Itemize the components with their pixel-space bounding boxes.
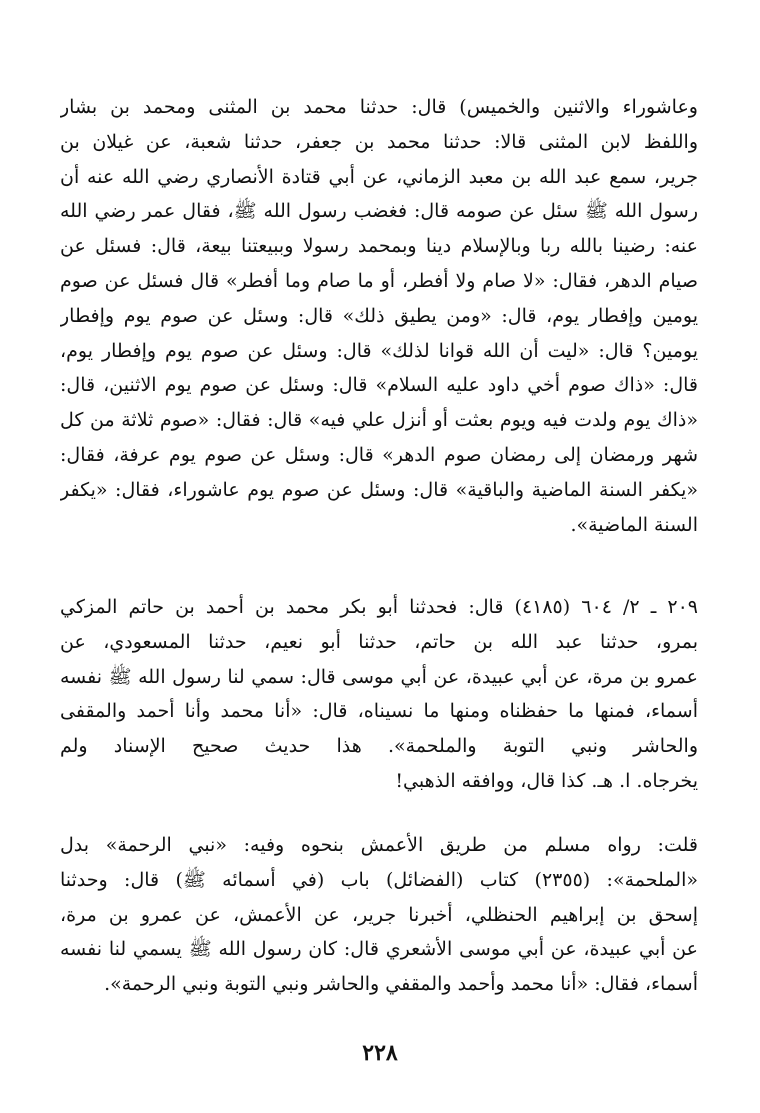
text-line: شهر ورمضان إلى رمضان صوم الدهر» قال: وسئل عن صوم يوم عرفة، فقال: bbox=[60, 443, 698, 466]
text-line: يومين وإفطار يوم، قال: «ومن يطيق ذلك» قال: وسئل عن صوم يوم وإفطار bbox=[60, 304, 698, 327]
text-line: «الملحمة»: (٢٣٥٥) كتاب (الفضائل) باب (في أسمائه ﷺ) قال: وحدثنا bbox=[60, 868, 698, 891]
text-line: السنة الماضية». bbox=[570, 513, 698, 536]
text-line: «ذاك يوم ولدت فيه ويوم بعثت أو أنزل علي فيه» قال: فقال: «صوم ثلاثة من كل bbox=[60, 409, 698, 432]
text-line: أسماء، فقال: «أنا محمد وأحمد والمقفي والحاشر ونبي التوبة ونبي الرحمة». bbox=[104, 973, 698, 996]
text-line: إسحق بن إبراهيم الحنظلي، أخبرنا جرير، عن الأعمش، عن عمرو بن مرة، bbox=[60, 903, 698, 926]
text-line: جرير، سمع عبد الله بن معبد الزماني، عن أبي قتادة الأنصاري رضي الله عنه أن bbox=[60, 165, 698, 188]
text-line: رسول الله ﷺ سئل عن صومه قال: فغضب رسول الله ﷺ، فقال عمر رضي الله bbox=[60, 200, 698, 223]
text-line: بمرو، حدثنا عبد الله بن حاتم، حدثنا أبو نعيم، حدثنا المسعودي، عن bbox=[60, 630, 698, 653]
text-line: صيام الدهر، فقال: «لا صام ولا أفطر، أو ما صام وما أفطر» قال فسئل عن صوم bbox=[60, 269, 698, 292]
text-line: يخرجاه. ا. هـ. كذا قال، ووافقه الذهبي! bbox=[395, 769, 698, 792]
text-line: عنه: رضينا بالله ربا وبالإسلام دينا وبمحمد رسولا وببيعتنا بيعة، قال: فسئل عن bbox=[60, 235, 698, 258]
paragraph-hadith-209 bbox=[60, 590, 698, 799]
page-number: ٢٢٨ bbox=[362, 1040, 398, 1066]
text-line: وعاشوراء والاثنين والخميس) قال: حدثنا محمد بن المثنى ومحمد بن بشار bbox=[60, 96, 698, 118]
text-line: قال: «ذاك صوم أخي داود عليه السلام» قال: وسئل عن صوم يوم الاثنين، قال: bbox=[60, 374, 698, 397]
text-line: يومين؟ قال: «ليت أن الله قوانا لذلك» قال: وسئل عن صوم يوم وإفطار يوم، bbox=[60, 339, 698, 362]
paragraph-hadith-fasting bbox=[60, 90, 698, 542]
text-line: أسماء، فمنها ما حفظناه ومنها ما نسيناه، قال: «أنا محمد وأنا أحمد والمقفى bbox=[60, 700, 698, 723]
text-line: «يكفر السنة الماضية والباقية» قال: وسئل عن صوم يوم عاشوراء، فقال: «يكفر bbox=[60, 478, 698, 501]
text-line: قلت: رواه مسلم من طريق الأعمش بنحوه وفيه: «نبي الرحمة» بدل bbox=[60, 834, 698, 856]
paragraph-commentary bbox=[60, 828, 698, 1002]
text-line: عمرو بن مرة، عن أبي عبيدة، عن أبي موسى قال: سمي لنا رسول الله ﷺ نفسه bbox=[60, 665, 698, 688]
text-line: ٢٠٩ ـ ٢/ ٦٠٤ (٤١٨٥) قال: فحدثنا أبو بكر محمد بن أحمد بن حاتم المزكي bbox=[60, 596, 698, 618]
text-line: عن أبي عبيدة، عن أبي موسى الأشعري قال: كان رسول الله ﷺ يسمي لنا نفسه bbox=[60, 938, 698, 961]
text-line: واللفظ لابن المثنى قالا: حدثنا محمد بن جعفر، حدثنا شعبة، عن غيلان بن bbox=[60, 130, 698, 153]
text-line: والحاشر ونبي التوبة والملحمة». هذا حديث صحيح الإسناد ولم bbox=[60, 735, 698, 758]
